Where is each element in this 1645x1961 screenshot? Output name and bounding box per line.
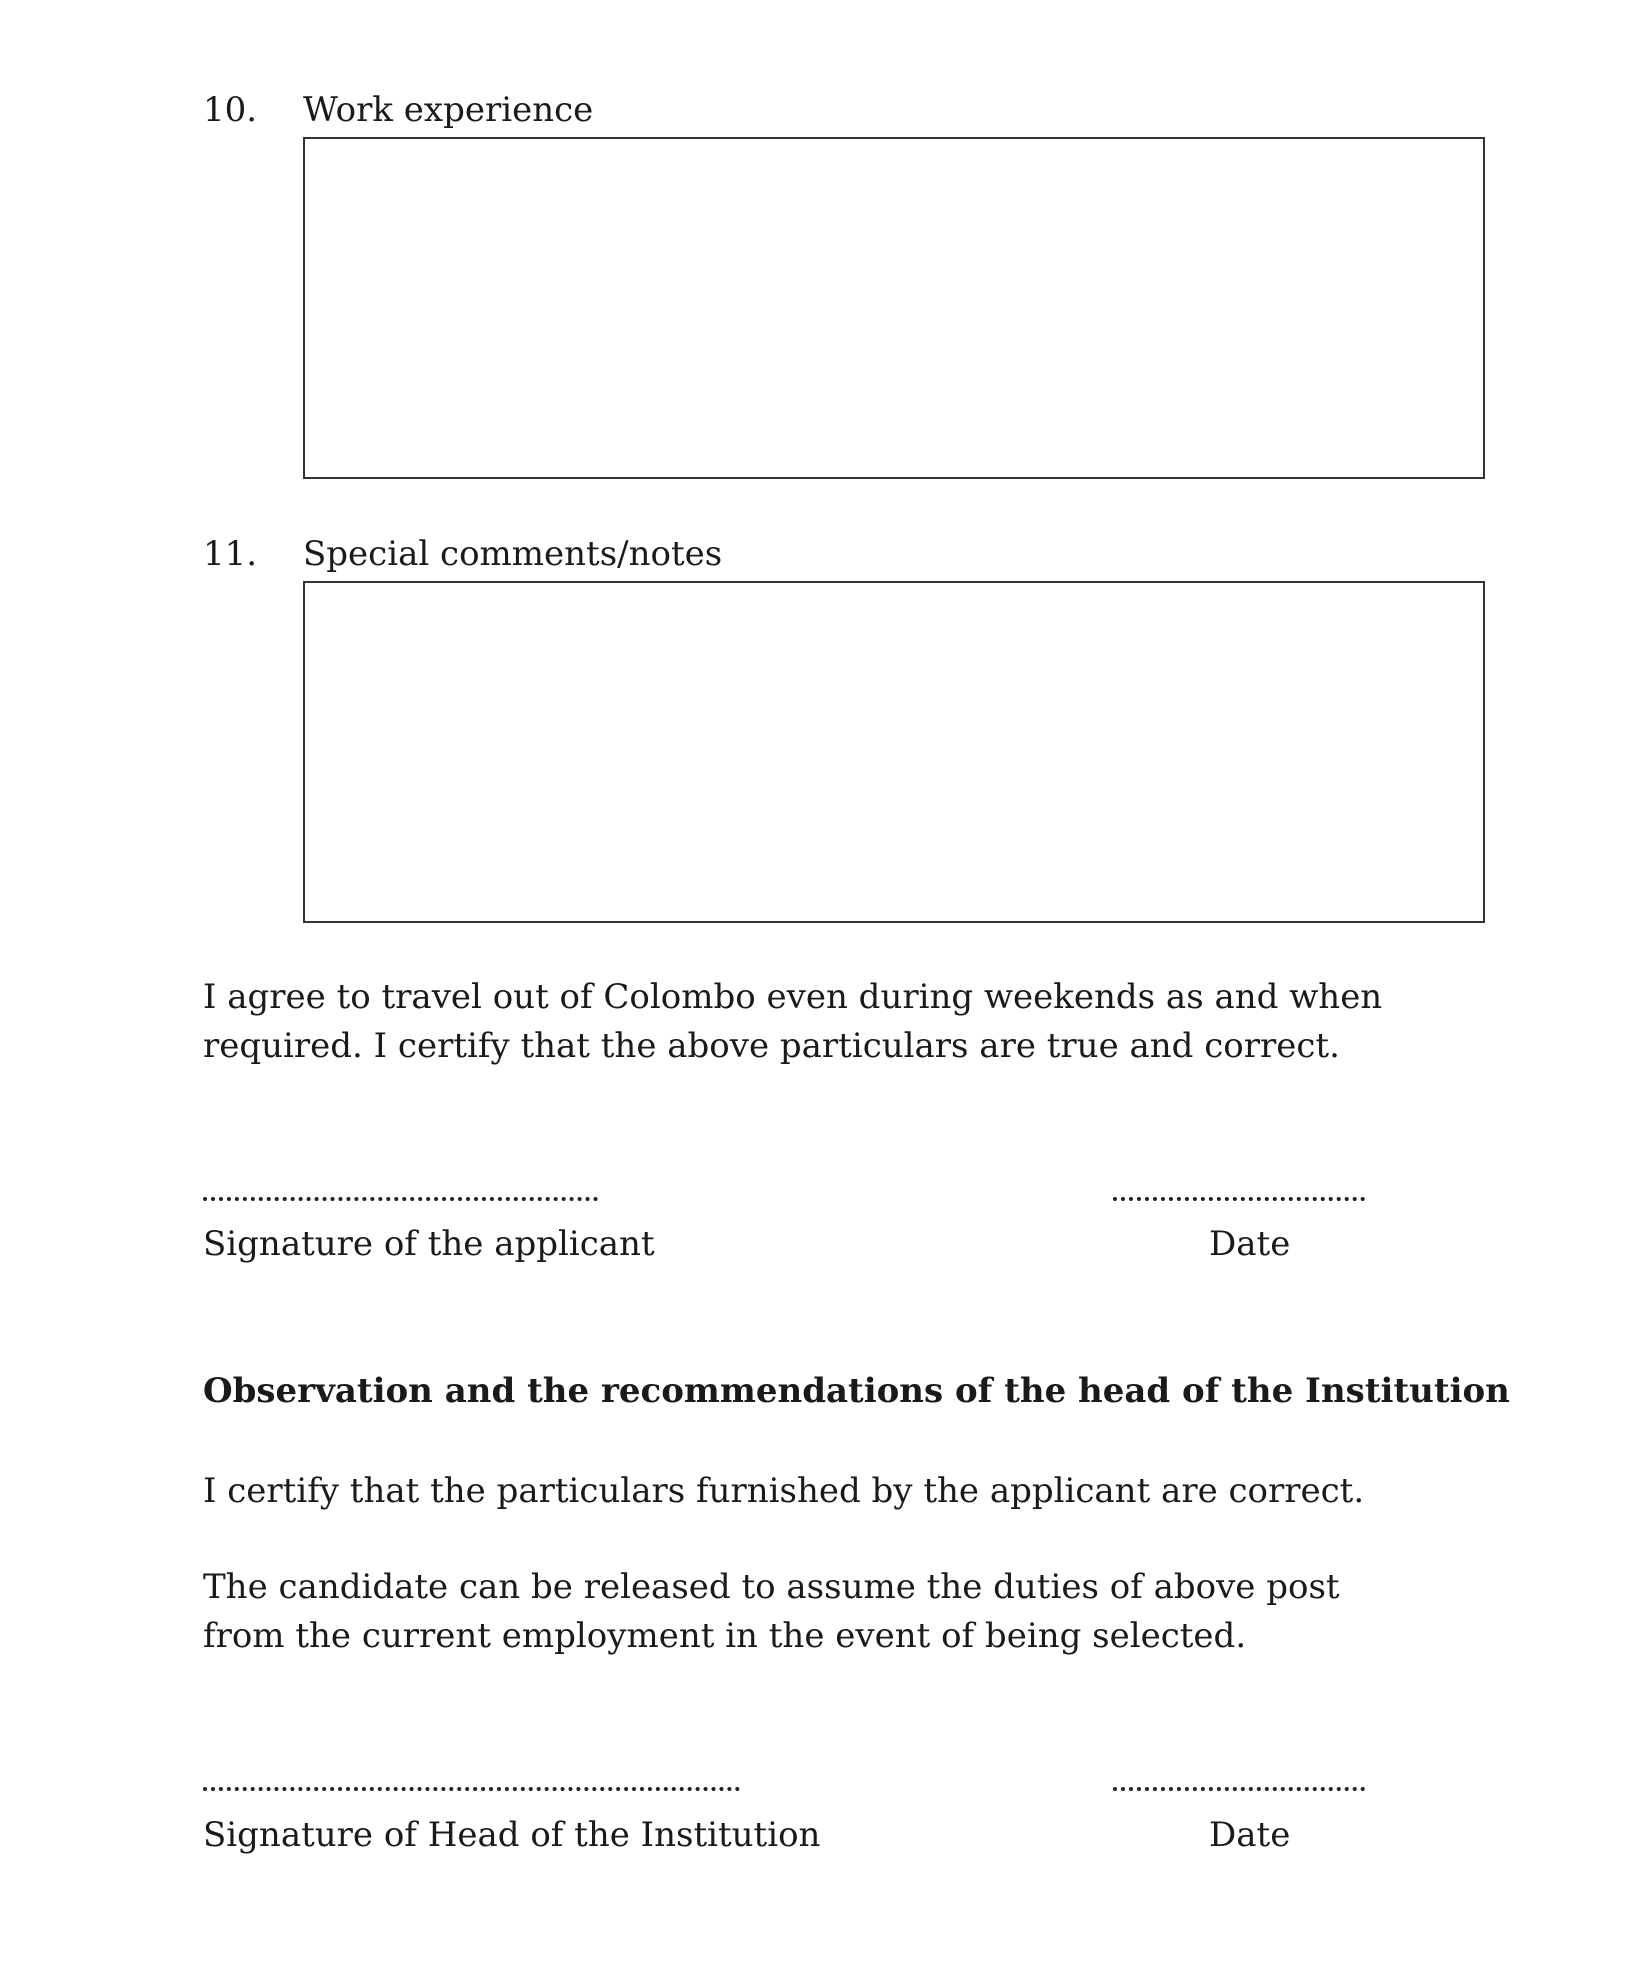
head-date-label: Date: [1209, 1815, 1291, 1855]
work-experience-box[interactable]: [303, 137, 1485, 479]
item-11-number: 11.: [203, 534, 258, 574]
item-11-label: Special comments/notes: [303, 534, 723, 574]
applicant-signature-line[interactable]: [203, 1197, 598, 1201]
special-comments-box[interactable]: [303, 581, 1485, 923]
head-certify-text: I certify that the particulars furnished by the applicant are correct.: [203, 1471, 1365, 1511]
item-10-label: Work experience: [303, 90, 594, 130]
head-signature-line[interactable]: [203, 1787, 740, 1791]
declaration-text: I agree to travel out of Colombo even during weekends as and when required. I certify that the above particulars are true and correct.: [203, 977, 1383, 1066]
head-date-line[interactable]: [1113, 1787, 1365, 1791]
applicant-date-line[interactable]: [1113, 1197, 1365, 1201]
head-signature-label: Signature of Head of the Institution: [203, 1815, 821, 1855]
applicant-signature-label: Signature of the applicant: [203, 1224, 655, 1264]
applicant-date-label: Date: [1209, 1224, 1291, 1264]
head-release-text: The candidate can be released to assume the duties of above post from the current employment in the event of being selected.: [203, 1567, 1340, 1656]
head-section-heading: Observation and the recommendations of the head of the Institution: [203, 1371, 1510, 1411]
item-10-number: 10.: [203, 90, 258, 130]
